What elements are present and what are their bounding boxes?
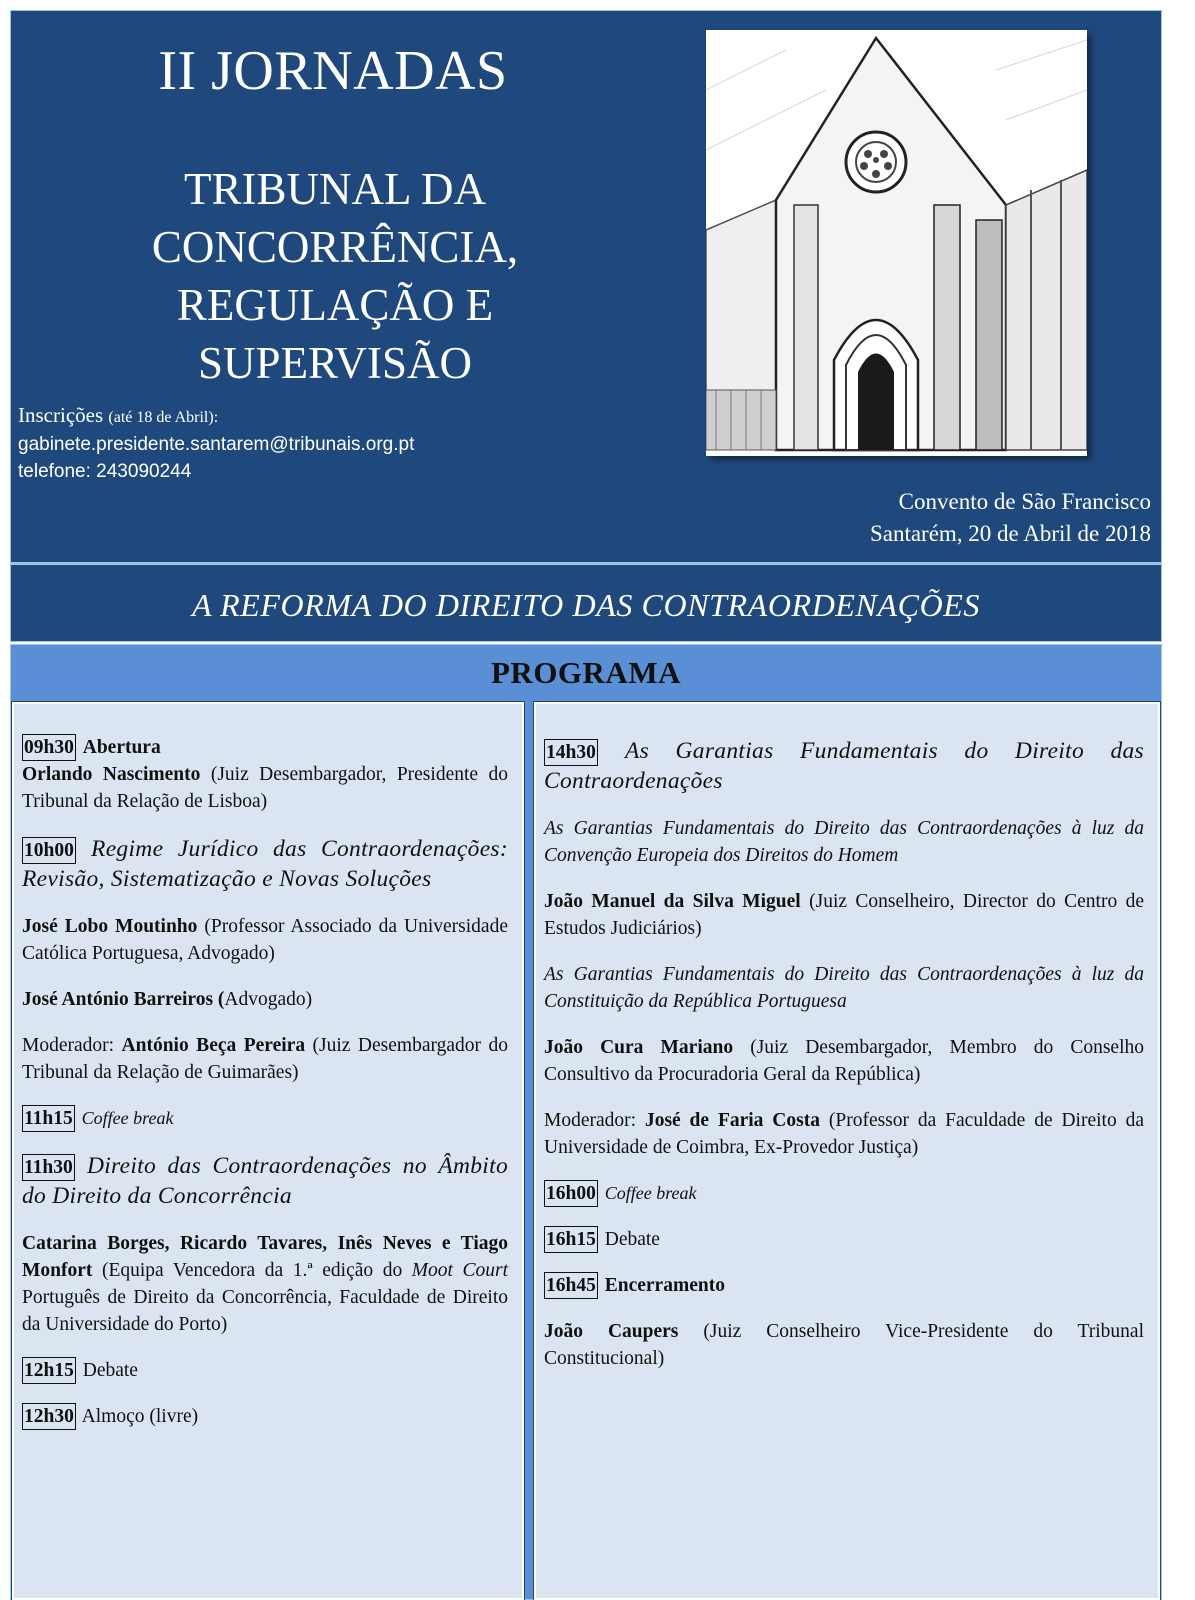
speaker-info: (Juiz Desembargador, Membro do Conselho Consultivo da Procuradoria Geral da República) <box>544 1037 1145 1085</box>
speaker-block <box>544 888 1144 942</box>
speaker-info: Advogado) <box>224 989 313 1010</box>
session-title: Debate <box>604 1229 660 1250</box>
session-garantias <box>544 736 1144 796</box>
speaker-name: João Cura Mariano <box>544 1037 734 1058</box>
speaker-info: (Juiz Conselheiro Vice-Presidente do Tribunal Constitucional) <box>544 1321 1144 1369</box>
session-title: Coffee break <box>81 1108 174 1128</box>
session-lunch <box>22 1403 508 1430</box>
session-coffee-break <box>22 1105 508 1132</box>
session-concorrencia <box>22 1151 508 1211</box>
session-title: Coffee break <box>604 1183 697 1203</box>
session-time: 12h30 <box>22 1403 76 1430</box>
session-closing <box>544 1272 1144 1299</box>
session-time: 16h00 <box>544 1180 598 1207</box>
session-title: Direito das Contraordenações no Âmbito do Direito da Concorrência <box>22 1153 509 1209</box>
session-title: As Garantias Fundamentais do Direito das Contraordenações <box>544 738 1145 794</box>
speaker-info: (Juiz Conselheiro, Director do Centro de Estudos Judiciários) <box>544 891 1144 939</box>
speaker-name: João Caupers <box>544 1321 679 1342</box>
session-title: Almoço (livre) <box>81 1406 199 1427</box>
speaker-info: (Professor Associado da Universidade Católica Portuguesa, Advogado) <box>22 916 508 964</box>
speaker-info: (Equipa Vencedora da 1.ª edição do <box>92 1260 412 1281</box>
moderator-info: (Professor da Faculdade de Direito da Universidade de Coimbra, Ex-Provedor Justiça) <box>544 1110 1144 1158</box>
session-coffee-break <box>544 1180 1144 1207</box>
venue-info <box>870 486 1151 550</box>
registration-info <box>18 402 414 485</box>
session-title: Encerramento <box>604 1275 725 1296</box>
moderator-name: António Beça Pereira <box>121 1035 306 1056</box>
programa-title: PROGRAMA <box>491 655 681 690</box>
moderator-label: Moderador: <box>544 1110 645 1131</box>
speaker-name: José Lobo Moutinho <box>22 916 198 937</box>
session-opening <box>22 734 508 815</box>
speaker-names: Catarina Borges, Ricardo Tavares, Inês Neves e Tiago Monfort <box>22 1233 508 1281</box>
speaker-info: (Juiz Desembargador, Presidente do Tribunal da Relação de Lisboa) <box>22 764 508 812</box>
speaker-block <box>22 986 508 1013</box>
speaker-name: Orlando Nascimento <box>22 764 201 785</box>
moderator-info: (Juiz Desembargador do Tribunal da Relação de Guimarães) <box>22 1035 508 1083</box>
speaker-info: Português de Direito da Concorrência, Faculdade de Direito da Universidade do Porto) <box>22 1287 508 1335</box>
registration-label: Inscrições <box>18 403 104 427</box>
venue-date: Santarém, 20 de Abril de 2018 <box>869 521 1151 546</box>
subtitle-line: CONCORRÊNCIA, <box>151 222 519 272</box>
session-time: 11h15 <box>22 1105 75 1132</box>
session-time: 16h15 <box>544 1226 598 1253</box>
session-debate <box>544 1226 1144 1253</box>
session-debate <box>22 1357 508 1384</box>
speaker-name: José António Barreiros ( <box>22 989 225 1010</box>
speaker-info-italic: Moot Court <box>411 1260 508 1281</box>
moderator-name: José de Faria Costa <box>644 1110 820 1131</box>
session-time: 16h45 <box>544 1272 598 1299</box>
session-title: Regime Jurídico das Contraordenações: Revisão, Sistematização e Novas Soluções <box>22 836 508 892</box>
event-title: II JORNADAS <box>158 40 508 102</box>
talk-title: As Garantias Fundamentais do Direito das Contraordenações à luz da Convenção Europeia dos Direitos do Homem <box>544 818 1144 866</box>
session-regime-juridico <box>22 834 508 894</box>
session-time: 14h30 <box>544 739 598 766</box>
event-subtitle <box>90 160 580 392</box>
session-time: 12h15 <box>22 1357 76 1384</box>
registration-deadline: (até 18 de Abril): <box>108 409 219 426</box>
registration-heading <box>18 402 414 431</box>
programa-column-morning <box>12 702 524 1600</box>
talk-title: As Garantias Fundamentais do Direito das Contraordenações à luz da Constituição da República Portuguesa <box>544 964 1144 1012</box>
session-time: 09h30 <box>22 734 76 761</box>
registration-email[interactable]: gabinete.presidente.santarem@tribunais.org.pt <box>18 434 415 455</box>
session-title: Abertura <box>82 737 161 758</box>
speaker-block <box>544 1318 1144 1372</box>
venue-name: Convento de São Francisco <box>898 489 1151 514</box>
registration-phone: telefone: 243090244 <box>18 461 192 482</box>
subtitle-line: REGULAÇÃO E <box>176 280 494 330</box>
session-time: 11h30 <box>22 1154 75 1181</box>
church-sketch-icon <box>706 30 1087 456</box>
session-title: Debate <box>82 1360 138 1381</box>
subtitle-line: TRIBUNAL DA <box>183 164 487 214</box>
speaker-block <box>22 1230 508 1338</box>
moderator-label: Moderador: <box>22 1035 122 1056</box>
theme-banner <box>10 565 1162 642</box>
session-time: 10h00 <box>22 837 76 864</box>
theme-title: A REFORMA DO DIREITO DAS CONTRAORDENAÇÕES <box>191 587 981 623</box>
speaker-block <box>22 913 508 967</box>
moderator-block <box>544 1107 1144 1161</box>
speaker-name: João Manuel da Silva Miguel <box>544 891 801 912</box>
moderator-block <box>22 1032 508 1086</box>
subtitle-line: SUPERVISÃO <box>198 338 472 388</box>
programa-column-afternoon <box>534 702 1160 1600</box>
speaker-block <box>544 1034 1144 1088</box>
